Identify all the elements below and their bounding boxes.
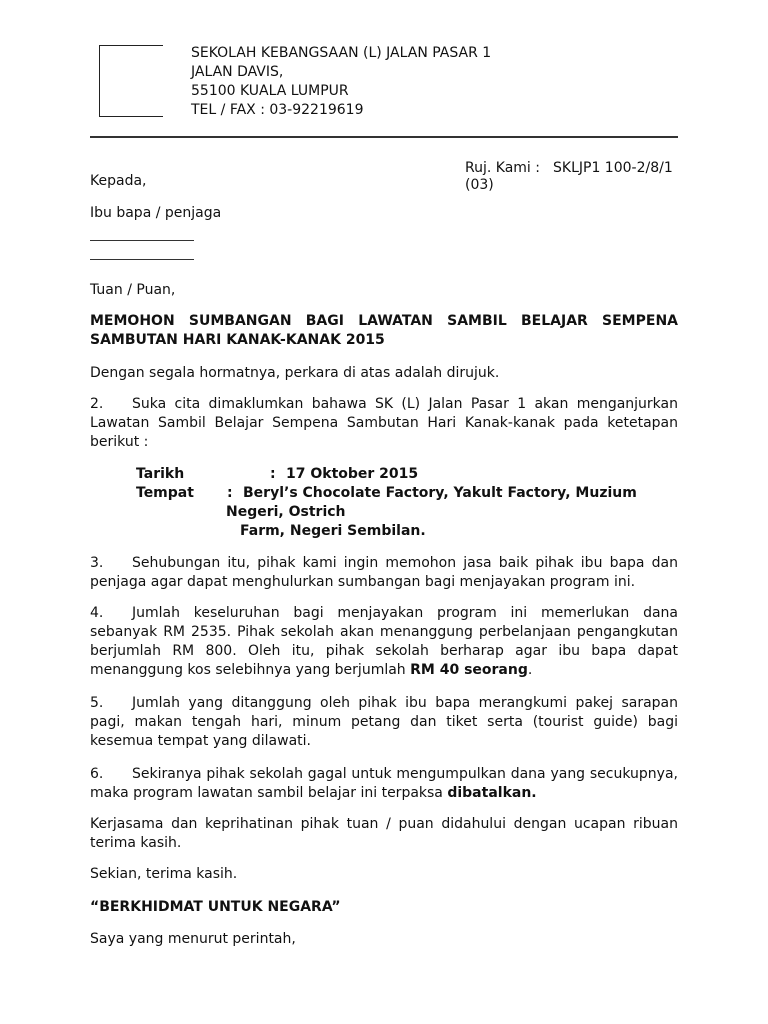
logo-placeholder [99,45,163,117]
paragraph-2 [90,395,678,452]
address-line-2: 55100 KUALA LUMPUR [191,83,349,99]
place-value-line-2: Negeri, Ostrich [226,504,346,520]
reference-value-cont: (03) [465,177,494,193]
reference-label: Ruj. Kami : [465,160,540,176]
place-value-line-1: Beryl’s Chocolate Factory, Yakult Factory, Muzium [243,485,637,501]
paragraph-4-number: 4. [90,605,104,621]
salutation: Tuan / Puan, [90,282,176,298]
school-name: SEKOLAH KEBANGSAAN (L) JALAN PASAR 1 [191,45,492,61]
date-separator: : [270,466,276,482]
phone-fax: TEL / FAX : 03-92219619 [191,102,364,118]
sign-off: Saya yang menurut perintah, [90,931,296,947]
paragraph-5-text: Jumlah yang ditanggung oleh pihak ibu bapa merangkumi pakej sarapan pagi, makan tengah hari, minum petang dan tiket serta (tourist guide) bagi kesemua tempat yang dilawati. [90,695,678,749]
paragraph-4 [90,604,678,680]
paragraph-3-number: 3. [90,555,104,571]
closing-thanks: Kerjasama dan keprihatinan pihak tuan / puan didahului dengan ucapan ribuan terima kasih. [90,816,678,851]
blank-line-2 [90,259,194,260]
date-value: 17 Oktober 2015 [286,466,419,482]
place-value-line-3: Farm, Negeri Sembilan. [240,523,426,539]
paragraph-2-text: Suka cita dimaklumkan bahawa SK (L) Jalan Pasar 1 akan menganjurkan Lawatan Sambil Belajar Sempena Sambutan Hari Kanak-kanak pada ketetapan berikut : [90,396,678,450]
subject: MEMOHON SUMBANGAN BAGI LAWATAN SAMBIL BELAJAR SEMPENA SAMBUTAN HARI KANAK-KANAK 2015 [90,313,678,348]
paragraph-4-amount: RM 40 seorang [410,662,528,678]
paragraph-2-number: 2. [90,396,104,412]
place-label: Tempat [136,485,194,501]
recipient-name: Ibu bapa / penjaga [90,205,222,221]
motto: “BERKHIDMAT UNTUK NEGARA” [90,899,341,915]
paragraph-6 [90,765,678,803]
header-divider [90,136,678,138]
reference-value: SKLJP1 100-2/8/1 [553,160,673,176]
blank-line-1 [90,240,194,241]
closing-sekian: Sekian, terima kasih. [90,866,238,882]
detail-date [136,465,418,484]
date-label: Tarikh [136,466,185,482]
paragraph-3-text: Sehubungan itu, pihak kami ingin memohon jasa baik pihak ibu bapa dan penjaga agar dapat menghulurkan sumbangan bagi menjayakan program ini. [90,555,678,590]
detail-place [136,484,637,503]
paragraph-6-number: 6. [90,766,104,782]
opening-line: Dengan segala hormatnya, perkara di atas adalah dirujuk. [90,365,500,381]
paragraph-5 [90,694,678,751]
address-line-1: JALAN DAVIS, [191,64,284,80]
paragraph-6-text: Sekiranya pihak sekolah gagal untuk mengumpulkan dana yang secukupnya, maka program lawatan sambil belajar ini terpaksa [90,766,678,801]
paragraph-4-end: . [527,662,533,678]
letterhead [191,44,491,120]
paragraph-6-cancelled: dibatalkan. [447,785,537,801]
place-separator: : [227,485,233,501]
recipient-to: Kepada, [90,173,147,189]
paragraph-3 [90,554,678,592]
paragraph-4-text: Jumlah keseluruhan bagi menjayakan program ini memerlukan dana sebanyak RM 2535. Pihak sekolah akan menanggung perbelanjaan pengangkutan berjumlah RM 800. Oleh itu, pihak sekolah berharap agar ibu bapa dapat menanggung kos selebihnya yang berjumlah [90,605,678,678]
paragraph-5-number: 5. [90,695,104,711]
